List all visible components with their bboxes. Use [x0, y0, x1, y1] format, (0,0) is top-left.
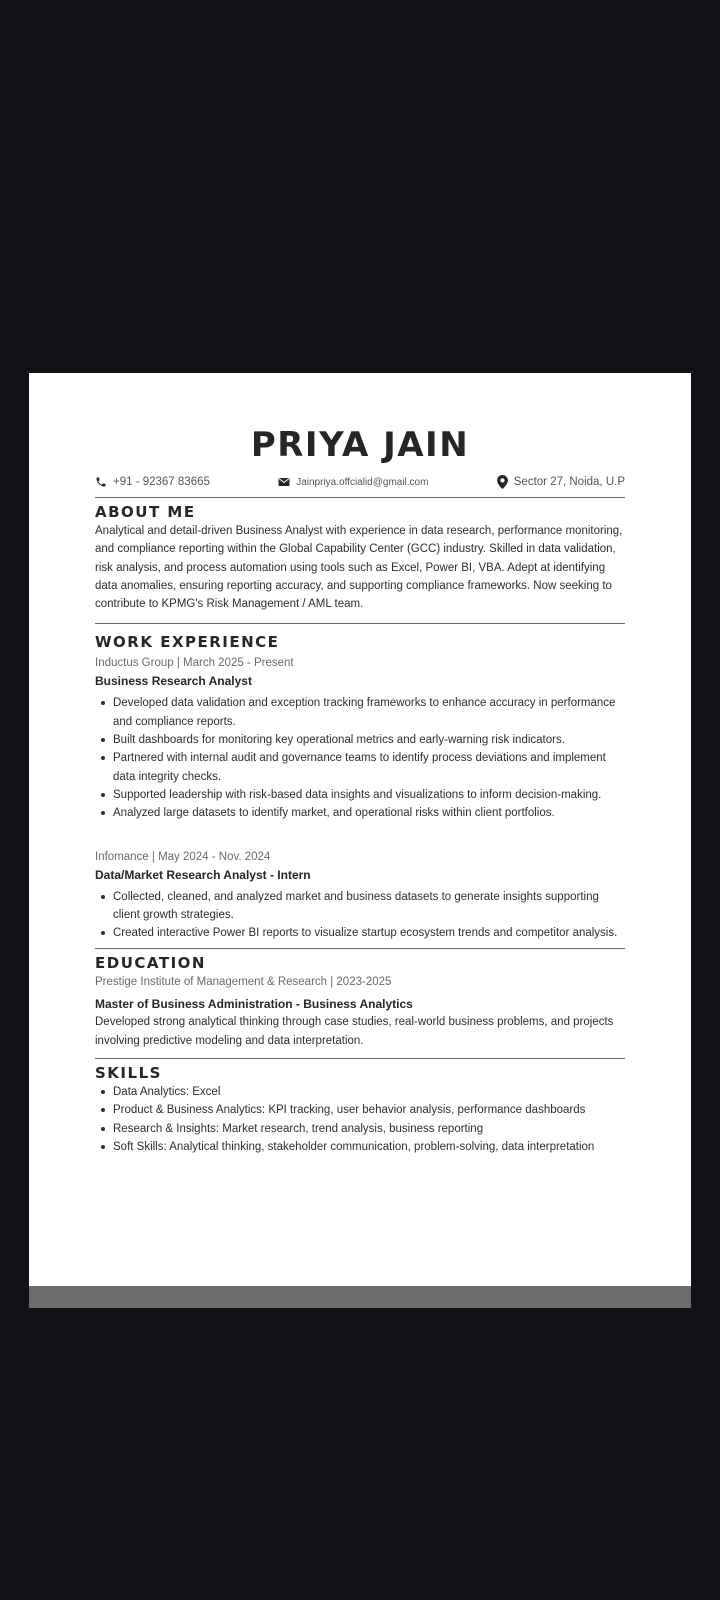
experience-title: WORK EXPERIENCE	[95, 633, 280, 652]
list-item: Soft Skills: Analytical thinking, stakeholder communication, problem-solving, data interpretation	[113, 1138, 625, 1156]
about-text: Analytical and detail-driven Business Analyst with experience in data research, performance monitoring, and compliance reporting within the Global Capability Center (GCC) industry. Skilled in data validation, risk analysis, and process automation using tools such as Excel, Power BI, VBA. Adept at identifying data anomalies, ensuring reporting accuracy, and supporting compliance frameworks. Now seeking to contribute to KPMG's Risk Management / AML team.	[95, 525, 623, 611]
about-section	[95, 502, 625, 613]
job-org: Infomance | May 2024 - Nov. 2024	[95, 850, 271, 863]
contact-email	[278, 477, 428, 488]
education-text: Developed strong analytical thinking through case studies, real-world business problems, and projects involving predictive modeling and data interpretation.	[95, 1016, 614, 1047]
list-item: Created interactive Power BI reports to visualize startup ecosystem trends and competitor analysis.	[113, 924, 625, 942]
divider	[95, 497, 625, 498]
location-pin-icon	[497, 475, 508, 489]
skills-list	[95, 1083, 625, 1156]
divider	[95, 1058, 625, 1059]
phone-text: +91 - 92367 83665	[113, 476, 210, 488]
resume-name: PRIYA JAIN	[250, 425, 470, 465]
mail-icon	[278, 477, 290, 487]
location-text: Sector 27, Noida, U.P	[513, 476, 625, 488]
resume-page[interactable]	[29, 373, 691, 1286]
divider	[95, 623, 625, 624]
job-role: Data/Market Research Analyst - Intern	[95, 867, 311, 882]
education-degree: Master of Business Administration - Business Analytics	[95, 997, 413, 1012]
job-entry	[95, 654, 625, 822]
list-item: Analyzed large datasets to identify market, and operational risks within client portfolios.	[113, 804, 625, 822]
job-bullets	[95, 888, 625, 943]
page-footer-bar	[29, 1286, 691, 1308]
contact-location	[497, 475, 625, 489]
email-text: Jainpriya.offcialid@gmail.com	[296, 476, 429, 488]
divider	[95, 948, 625, 949]
education-org: Prestige Institute of Management & Research | 2023-2025	[95, 976, 392, 989]
education-title: EDUCATION	[95, 954, 206, 973]
list-item: Partnered with internal audit and governance teams to identify process deviations and implement data integrity checks.	[113, 749, 625, 786]
about-title: ABOUT ME	[95, 503, 196, 521]
list-item: Product & Business Analytics: KPI tracking, user behavior analysis, performance dashboards	[113, 1101, 625, 1119]
skills-title: SKILLS	[95, 1064, 162, 1083]
list-item: Developed data validation and exception tracking frameworks to enhance accuracy in performance and compliance reports.	[113, 694, 625, 731]
list-item: Collected, cleaned, and analyzed market and business datasets to generate insights supporting client growth strategies.	[113, 888, 625, 925]
job-role: Business Research Analyst	[95, 674, 252, 689]
education-section	[95, 953, 625, 1050]
job-bullets	[95, 694, 625, 822]
job-org: Inductus Group | March 2025 - Present	[95, 657, 294, 670]
list-item: Built dashboards for monitoring key operational metrics and early-warning risk indicators.	[113, 731, 625, 749]
list-item: Research & Insights: Market research, trend analysis, business reporting	[113, 1120, 625, 1138]
skills-section	[95, 1063, 625, 1156]
contact-phone	[95, 476, 210, 488]
list-item: Data Analytics: Excel	[113, 1083, 625, 1101]
experience-section	[95, 632, 625, 942]
list-item: Supported leadership with risk-based data insights and visualizations to inform decision-making.	[113, 786, 625, 804]
job-entry	[95, 848, 625, 943]
contact-row	[95, 475, 625, 489]
phone-icon	[95, 476, 107, 488]
